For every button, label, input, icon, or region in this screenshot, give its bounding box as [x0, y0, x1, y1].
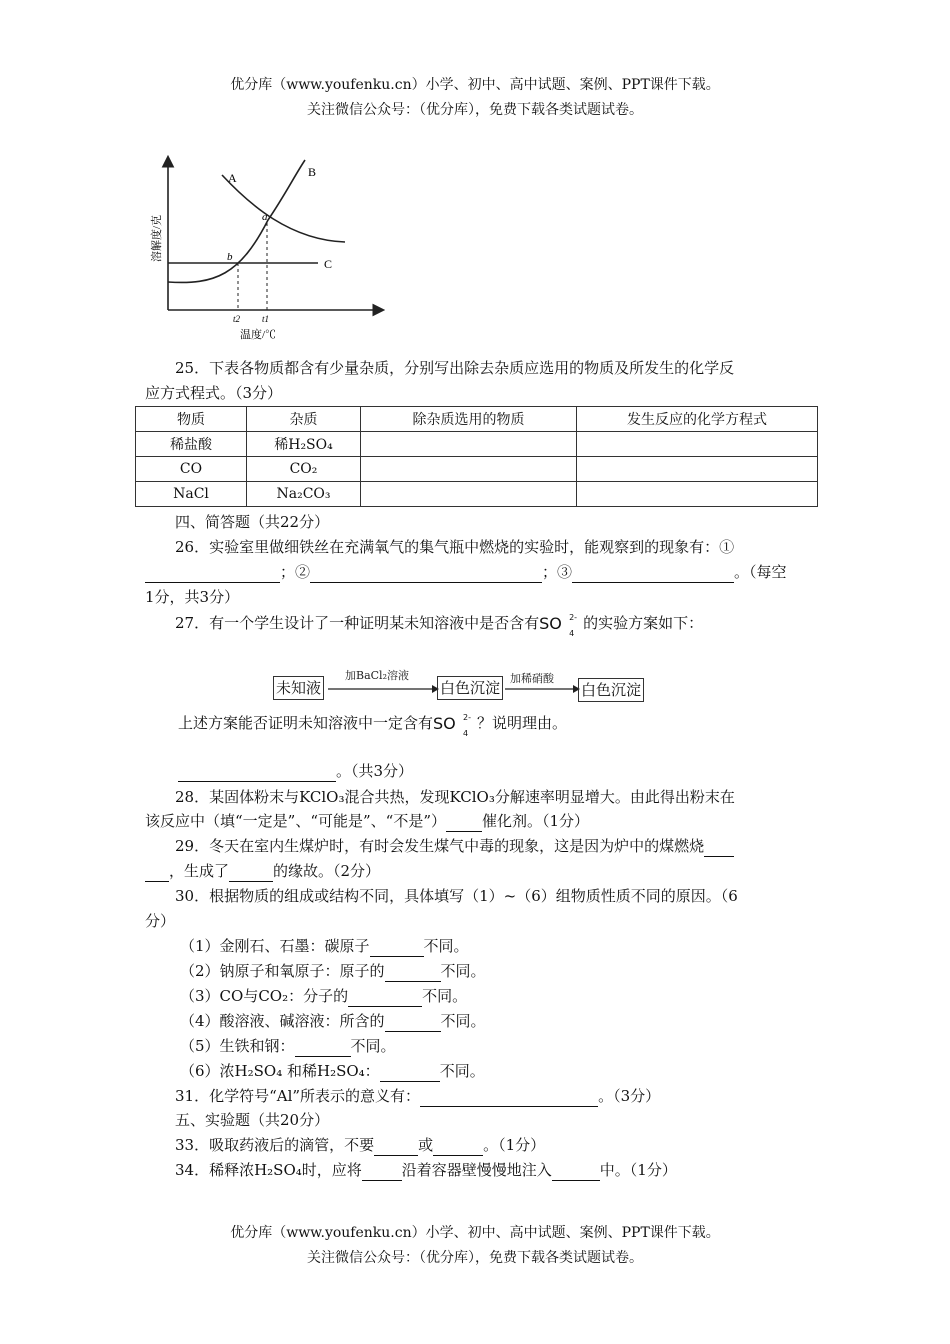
label-point-a: a — [262, 211, 268, 223]
q28-blank[interactable] — [446, 815, 482, 832]
q30-blank-6[interactable] — [380, 1065, 440, 1082]
q25-intro-line2: 应方式程式。（3分） — [145, 384, 283, 402]
label-c-curve: C — [324, 257, 333, 271]
q27-text-tail: 的实验方案如下： — [583, 614, 704, 632]
q30-item-6: （6）浓H₂SO₄ 和稀H₂SO₄： 不同。 — [180, 1062, 485, 1080]
table-answer-cell[interactable] — [361, 457, 577, 482]
q30-blank-1[interactable] — [370, 940, 424, 957]
page-footer-line2: 关注微信公众号：（优分库），免费下载各类试题试卷。 — [307, 1250, 643, 1266]
q30-line1: 30．根据物质的组成或结构不同，具体填写（1）~（6）组物质性质不同的原因。（6 — [175, 887, 738, 905]
q33-blank-1[interactable] — [374, 1139, 418, 1156]
ion-symbol: SO — [539, 614, 562, 633]
q30-line2: 分） — [145, 912, 176, 930]
q25-table — [135, 406, 818, 507]
label-point-b: b — [227, 251, 233, 263]
table-cell: 稀盐酸 — [136, 432, 247, 457]
flow-label-bacl2: 加BaCl₂溶液 — [345, 669, 409, 682]
q30-blank-5[interactable] — [295, 1040, 351, 1057]
q27-score: 。（共3分） — [336, 762, 414, 780]
q29-line1 — [175, 835, 845, 857]
q27-question-tail: ？说明理由。 — [477, 714, 568, 732]
q26-line3: 1分，共3分） — [145, 588, 240, 606]
table-cell: CO₂ — [247, 457, 361, 482]
table-header-row — [136, 407, 818, 432]
q26-line1: 26．实验室里做细铁丝在充满氧气的集气瓶中燃烧的实验时，能观察到的现象有：① — [175, 538, 735, 556]
q34-line: 34．稀释浓H₂SO₄时，应将 沿着容器壁慢慢地注入 中。（1分） — [175, 1161, 677, 1179]
flow-box-precipitate-2: 白色沉淀 — [578, 678, 644, 702]
q30-item-3: （3）CO与CO₂：分子的 不同。 — [180, 987, 468, 1005]
q30-item-4: （4）酸溶液、碱溶液：所含的 不同。 — [180, 1012, 486, 1030]
q29-text-mid: ，生成了 — [169, 862, 230, 880]
q29-text-tail: 的缘故。（2分） — [273, 862, 381, 880]
flow-label-nitric-acid: 加稀硝酸 — [510, 672, 554, 685]
table-row — [136, 482, 818, 507]
label-a-curve: A — [228, 171, 237, 185]
page-header-line1: 优分库（www.youfenku.cn）小学、初中、高中试题、案例、PPT课件下载。 — [230, 77, 720, 93]
ion-charge: 2- — [463, 713, 471, 722]
label-t2: t2 — [233, 314, 241, 324]
sulfate-ion — [539, 613, 583, 638]
q30-blank-2[interactable] — [385, 965, 441, 982]
q31-blank[interactable] — [420, 1090, 598, 1107]
table-cell: CO — [136, 457, 247, 482]
sulfate-ion — [433, 713, 477, 738]
q29-blank-2[interactable] — [229, 865, 273, 882]
q26-blank-2[interactable] — [310, 566, 542, 583]
q25-intro-line1: 25．下表各物质都含有少量杂质，分别写出除去杂质应选用的物质及所发生的化学反 — [175, 359, 735, 377]
q31-line — [175, 1085, 845, 1107]
flow-arrow-1 — [328, 684, 440, 694]
q33-line: 33．吸取药液后的滴管，不要 或 。（1分） — [175, 1136, 546, 1154]
page-footer-line1: 优分库（www.youfenku.cn）小学、初中、高中试题、案例、PPT课件下载。 — [230, 1225, 720, 1241]
page-header-line2: 关注微信公众号：（优分库），免费下载各类试题试卷。 — [307, 102, 643, 118]
table-header: 发生反应的化学方程式 — [577, 407, 818, 432]
q29-line2 — [145, 860, 815, 882]
q28-line2 — [145, 810, 815, 832]
table-row — [136, 432, 818, 457]
table-answer-cell[interactable] — [577, 482, 818, 507]
q27-answer-blank[interactable] — [178, 765, 336, 782]
q27-text: 27．有一个学生设计了一种证明某未知溶液中是否含有 — [175, 614, 540, 632]
q30-item-5: （5）生铁和钢： 不同。 — [180, 1037, 396, 1055]
q28-text: 该反应中（填“一定是”、“可能是”、“不是”） — [145, 812, 447, 830]
table-row — [136, 457, 818, 482]
q34-blank-1[interactable] — [362, 1164, 402, 1181]
curve-a — [222, 175, 345, 242]
q27-line1 — [175, 612, 845, 638]
label-b-curve: B — [308, 165, 317, 179]
q31-text: 31．化学符号“Al”所表示的意义有： — [175, 1087, 421, 1105]
q26-sep2: ；③ — [542, 563, 573, 581]
q30-item-1: （1）金刚石、石墨：碳原子 不同。 — [180, 937, 469, 955]
q28-text-tail: 催化剂。（1分） — [482, 812, 590, 830]
flow-box-precipitate-1: 白色沉淀 — [437, 676, 503, 700]
ion-subscript: 4 — [569, 629, 575, 638]
table-answer-cell[interactable] — [361, 432, 577, 457]
section4-heading: 四、简答题（共22分） — [175, 513, 330, 531]
q27-line2 — [178, 712, 848, 738]
ion-symbol: SO — [433, 714, 456, 733]
flow-arrow-2 — [505, 684, 581, 694]
q26-tail: 。（每空 — [734, 563, 787, 581]
q30-blank-4[interactable] — [385, 1015, 441, 1032]
q34-blank-2[interactable] — [552, 1164, 600, 1181]
q26-blank-1[interactable] — [145, 566, 280, 583]
solubility-graph — [140, 150, 400, 345]
table-cell: Na₂CO₃ — [247, 482, 361, 507]
table-answer-cell[interactable] — [361, 482, 577, 507]
table-cell: NaCl — [136, 482, 247, 507]
table-cell: 稀H₂SO₄ — [247, 432, 361, 457]
q30-blank-3[interactable] — [348, 990, 422, 1007]
table-header: 杂质 — [247, 407, 361, 432]
q26-sep1: ；② — [280, 563, 311, 581]
y-axis-label: 溶解度/克 — [151, 214, 163, 262]
ion-charge: 2- — [569, 613, 578, 622]
q31-score: 。（3分） — [598, 1087, 661, 1105]
flow-box-unknown: 未知液 — [273, 676, 324, 700]
q29-text: 29．冬天在室内生煤炉时，有时会发生煤气中毒的现象，这是因为炉中的煤燃烧 — [175, 837, 705, 855]
q27-line3 — [178, 760, 848, 782]
q33-blank-2[interactable] — [433, 1139, 483, 1156]
q29-blank-1a[interactable] — [704, 840, 734, 857]
section5-heading: 五、实验题（共20分） — [175, 1111, 330, 1129]
q26-line2 — [145, 561, 815, 583]
table-header: 物质 — [136, 407, 247, 432]
q27-question: 上述方案能否证明未知溶液中一定含有 — [178, 714, 434, 732]
table-header: 除杂质选用的物质 — [361, 407, 577, 432]
ion-subscript: 4 — [463, 729, 469, 738]
q29-blank-1b[interactable] — [145, 865, 169, 882]
table-answer-cell[interactable] — [577, 432, 818, 457]
x-axis-label: 温度/℃ — [240, 329, 277, 341]
table-answer-cell[interactable] — [577, 457, 818, 482]
label-t1: t1 — [262, 314, 270, 324]
q30-item-2: （2）钠原子和氧原子：原子的 不同。 — [180, 962, 486, 980]
q28-line1: 28．某固体粉末与KClO₃混合共热，发现KClO₃分解速率明显增大。由此得出粉末在 — [175, 788, 735, 806]
q26-blank-3[interactable] — [572, 566, 734, 583]
